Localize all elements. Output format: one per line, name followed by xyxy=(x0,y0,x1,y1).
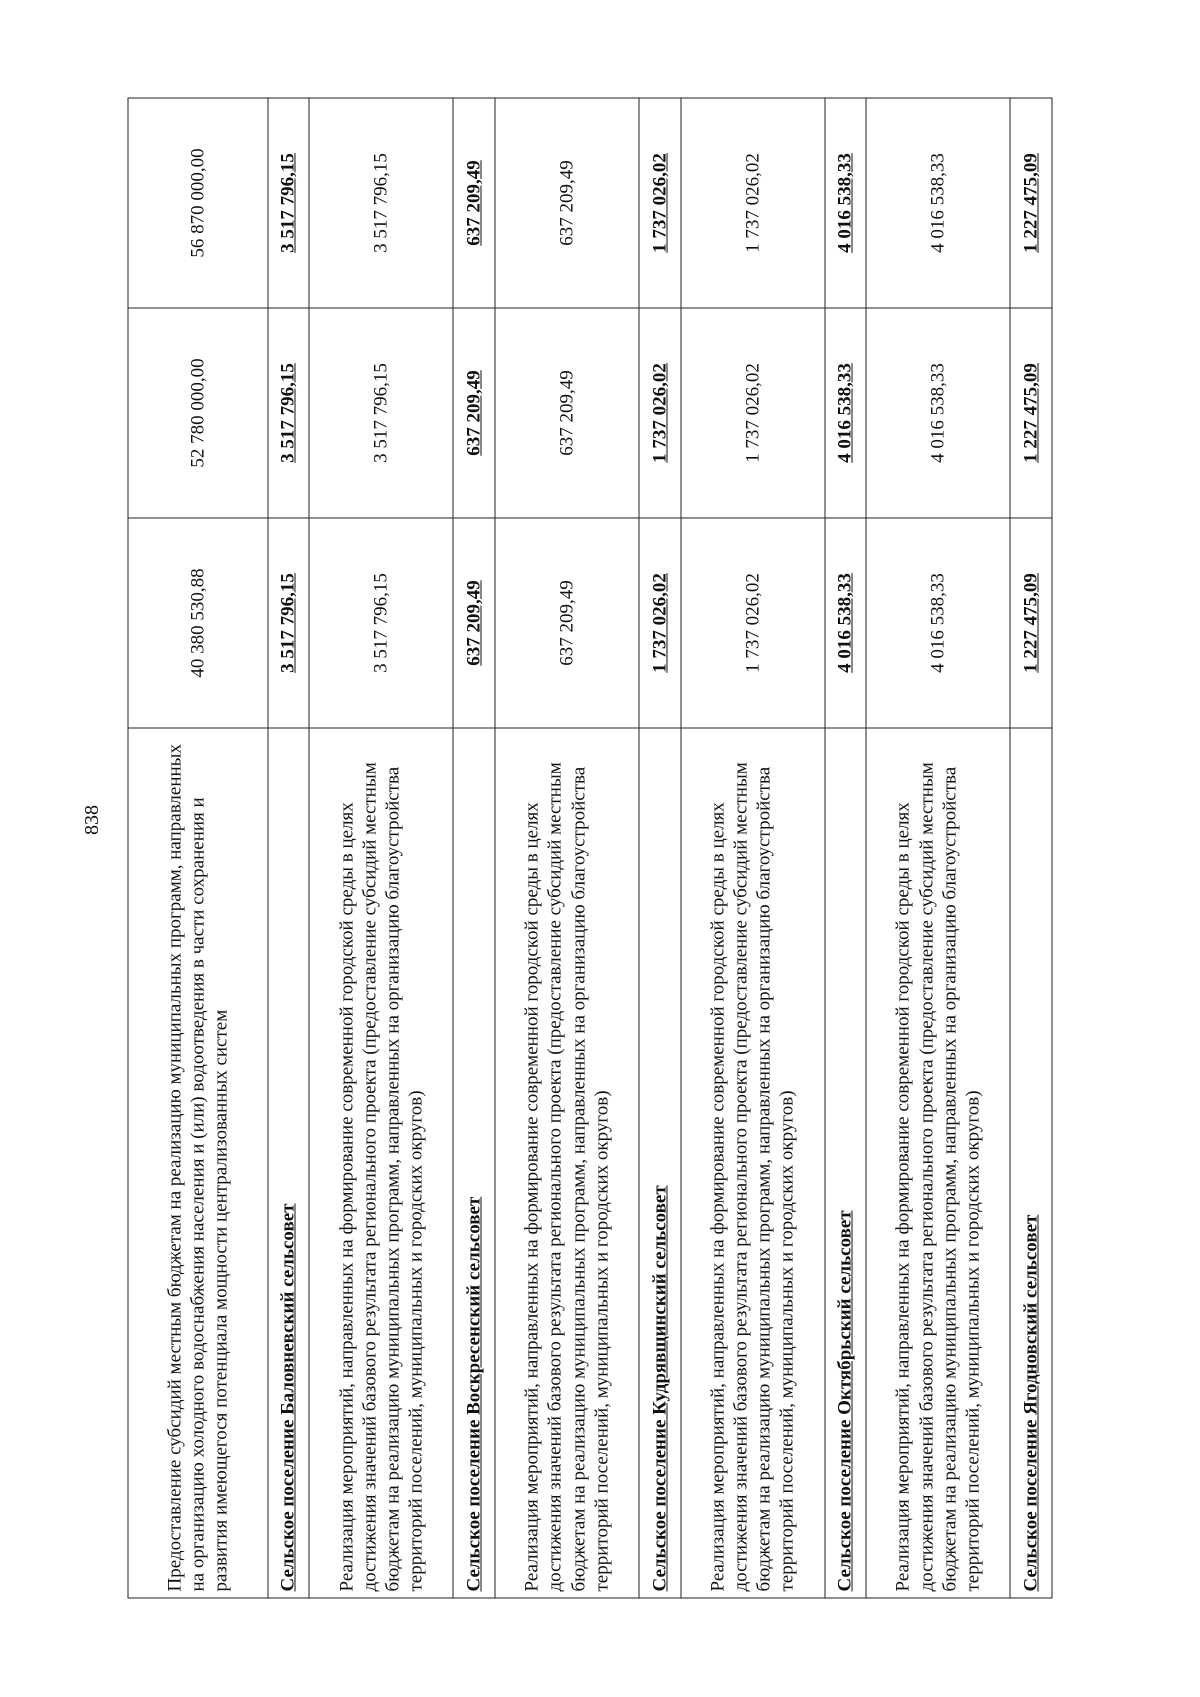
settlement-name: Сельское поселение Ягодновский сельсовет xyxy=(1010,728,1052,1598)
table-row xyxy=(866,98,1010,1598)
value-column-2: 637 209,49 xyxy=(495,308,639,518)
table-row xyxy=(309,98,453,1598)
value-column-2: 1 227 475,09 xyxy=(1010,308,1052,518)
value-column-3: 637 209,49 xyxy=(495,98,639,308)
page-number: 838 xyxy=(81,805,103,835)
value-column-1: 3 517 796,15 xyxy=(309,518,453,728)
row-description: Реализация мероприятий, направленных на формирование современной городской среды в целях достижения значений базового результата регионального проекта (предоставление субсидий местным бюджетам на реализацию муниципальных программ, направленных на организацию благоустройства территорий поселений, муниципальных и городских округов) xyxy=(681,728,825,1598)
value-column-3: 1 737 026,02 xyxy=(681,98,825,308)
settlement-name: Сельское поселение Кудрявщинский сельсовет xyxy=(639,728,681,1598)
settlement-name: Сельское поселение Баловневский сельсовет xyxy=(268,728,310,1598)
table-row-settlement xyxy=(1010,98,1052,1598)
value-column-3: 637 209,49 xyxy=(453,98,495,308)
settlement-name: Сельское поселение Октябрьский сельсовет xyxy=(825,728,867,1598)
value-column-1: 637 209,49 xyxy=(453,518,495,728)
table-row xyxy=(128,98,268,1598)
value-column-2: 52 780 000,00 xyxy=(128,308,268,518)
budget-table-rotated xyxy=(128,98,1053,1598)
value-column-1: 4 016 538,33 xyxy=(866,518,1010,728)
table-row-settlement xyxy=(825,98,867,1598)
value-column-1: 637 209,49 xyxy=(495,518,639,728)
table-row xyxy=(681,98,825,1598)
row-description: Предоставление субсидий местным бюджетам на реализацию муниципальных программ, направленных на организацию холодного водоснабжения населения и (или) водоотведения в части сохранения и развития имеющегося потенциала мощности централизованных систем xyxy=(128,728,268,1598)
value-column-1: 1 737 026,02 xyxy=(639,518,681,728)
table-row-settlement xyxy=(639,98,681,1598)
value-column-3: 3 517 796,15 xyxy=(268,98,310,308)
budget-table xyxy=(128,97,1053,1598)
value-column-3: 1 227 475,09 xyxy=(1010,98,1052,308)
table-row-settlement xyxy=(453,98,495,1598)
value-column-3: 4 016 538,33 xyxy=(866,98,1010,308)
value-column-1: 40 380 530,88 xyxy=(128,518,268,728)
value-column-2: 3 517 796,15 xyxy=(268,308,310,518)
value-column-3: 3 517 796,15 xyxy=(309,98,453,308)
row-description: Реализация мероприятий, направленных на формирование современной городской среды в целях достижения значений базового результата регионального проекта (предоставление субсидий местным бюджетам на реализацию муниципальных программ, направленных на организацию благоустройства территорий поселений, муниципальных и городских округов) xyxy=(309,728,453,1598)
settlement-name: Сельское поселение Воскресенский сельсовет xyxy=(453,728,495,1598)
value-column-1: 3 517 796,15 xyxy=(268,518,310,728)
value-column-2: 4 016 538,33 xyxy=(866,308,1010,518)
table-row xyxy=(495,98,639,1598)
value-column-3: 1 737 026,02 xyxy=(639,98,681,308)
value-column-3: 56 870 000,00 xyxy=(128,98,268,308)
row-description: Реализация мероприятий, направленных на формирование современной городской среды в целях достижения значений базового результата регионального проекта (предоставление субсидий местным бюджетам на реализацию муниципальных программ, направленных на организацию благоустройства территорий поселений, муниципальных и городских округов) xyxy=(866,728,1010,1598)
table-row-settlement xyxy=(268,98,310,1598)
value-column-1: 1 737 026,02 xyxy=(681,518,825,728)
value-column-2: 637 209,49 xyxy=(453,308,495,518)
value-column-2: 1 737 026,02 xyxy=(681,308,825,518)
value-column-2: 4 016 538,33 xyxy=(825,308,867,518)
value-column-1: 1 227 475,09 xyxy=(1010,518,1052,728)
value-column-2: 3 517 796,15 xyxy=(309,308,453,518)
value-column-1: 4 016 538,33 xyxy=(825,518,867,728)
value-column-3: 4 016 538,33 xyxy=(825,98,867,308)
row-description: Реализация мероприятий, направленных на формирование современной городской среды в целях достижения значений базового результата регионального проекта (предоставление субсидий местным бюджетам на реализацию муниципальных программ, направленных на организацию благоустройства территорий поселений, муниципальных и городских округов) xyxy=(495,728,639,1598)
value-column-2: 1 737 026,02 xyxy=(639,308,681,518)
